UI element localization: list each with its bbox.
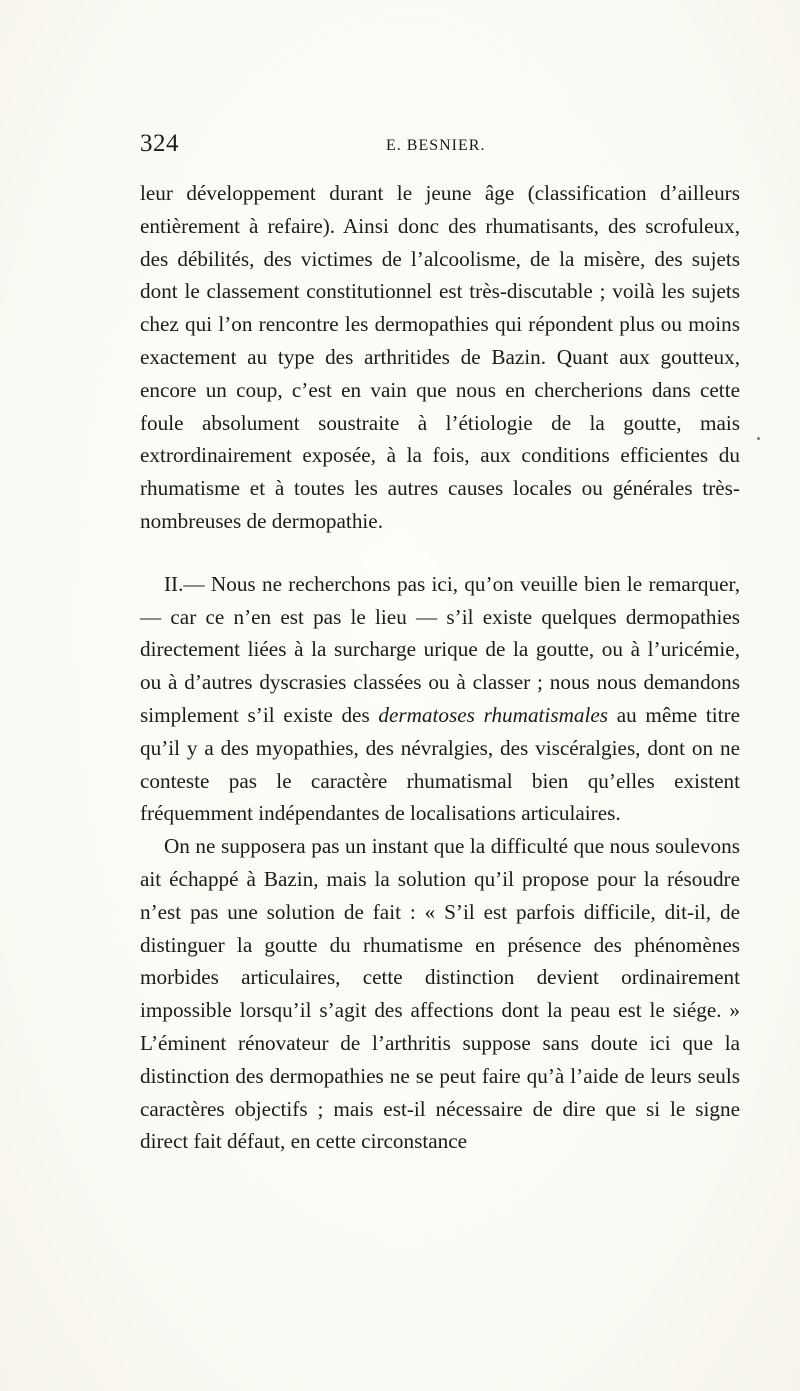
paragraph-2 [140, 568, 740, 830]
page-header [140, 130, 740, 164]
paragraph-2-text-start: II.— Nous ne recherchons pas ici, qu’on veuille bien le remarquer, — car ce n’en est pas le lieu — s’il existe quelques dermopathies directement liées à la surcharge urique de la goutte, ou à l’uricémie, ou à d’autres dyscrasies classées ou à classer ; nous nous demandons simplement s’il existe des [140, 571, 740, 727]
running-head: E. BESNIER. [386, 137, 486, 154]
page-number: 324 [140, 130, 179, 157]
italic-term: dermatoses rhumatismales [378, 702, 608, 727]
paper-speck [757, 437, 760, 440]
paragraph-2-text-end: au même titre qu’il y a des myopathies, des névralgies, des viscéralgies, dont on ne conteste pas le caractère rhumatismal bien qu’elles existent fréquemment indépendantes de localisations articulaires. [140, 702, 740, 826]
paragraph-gap [140, 538, 740, 568]
paragraph-3 [140, 830, 740, 1158]
paragraph-3-text: On ne supposera pas un instant que la difficulté que nous soulevons ait échappé à Bazin, mais la solution qu’il propose pour la résoudre n’est pas une solution de fait : « S’il est parfois difficile, dit-il, de distinguer la goutte du rhumatisme en présence des phénomènes morbides articulaires, cette distinction devient ordinairement impossible lorsqu’il s’agit des affections dont la peau est le siége. » L’éminent rénovateur de l’arthritis suppose sans doute ici que la distinction des dermopathies ne se peut faire qu’à l’aide de leurs seuls caractères objectifs ; mais est-il nécessaire de dire que si le signe direct fait défaut, en cette circonstance [140, 834, 740, 1154]
paragraph-1 [140, 177, 740, 538]
paragraph-1-text: leur développement durant le jeune âge (classification d’ailleurs entièrement à refaire). Ainsi donc des rhumatisants, des scrofuleux, des débilités, des victimes de l’alcoolisme, de la misère, des sujets dont le classement constitutionnel est très-discutable ; voilà les sujets chez qui l’on rencontre les dermopathies qui répondent plus ou moins exactement au type des arthritides de Bazin. Quant aux goutteux, encore un coup, c’est en vain que nous en chercherions dans cette foule absolument soustraite à l’étiologie de la goutte, mais extrordinairement exposée, à la fois, aux conditions efficientes du rhumatisme et à toutes les autres causes locales ou générales très-nombreuses de dermopathie. [140, 181, 740, 533]
body-text [140, 177, 740, 1158]
